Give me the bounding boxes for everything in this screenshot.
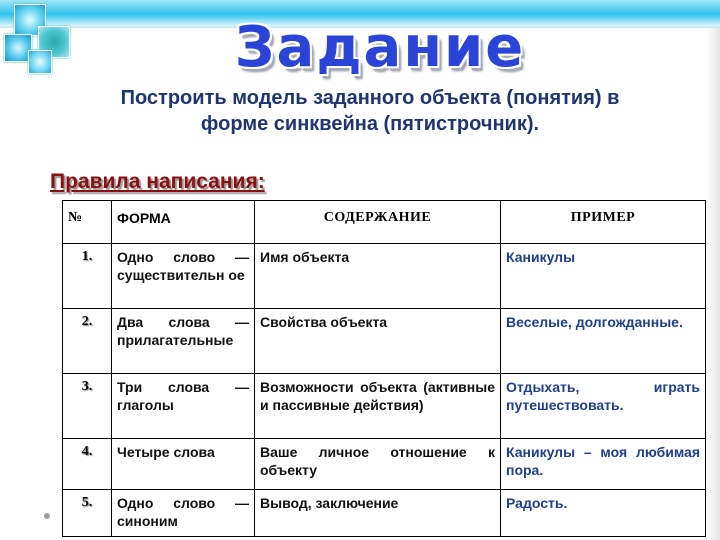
- row-form: Четыре слова: [112, 439, 255, 490]
- slide-title: Задание: [234, 15, 526, 80]
- header-form: ФОРМА: [112, 201, 255, 244]
- row-number: 1.: [63, 244, 112, 309]
- bullet-dot-icon: [44, 513, 50, 519]
- table-row: [63, 374, 706, 439]
- row-content: Имя объекта: [255, 244, 501, 309]
- task-description-line: форме синквейна (пятистрочник).: [200, 113, 540, 135]
- row-form: Одно слово — существительн ое: [112, 244, 255, 309]
- row-example: Каникулы: [501, 244, 706, 309]
- decor-square-icon: [28, 50, 52, 74]
- row-example: Отдыхать, играть путешествовать.: [501, 374, 706, 439]
- table-row: [63, 309, 706, 374]
- row-example: Каникулы – моя любимая пора.: [501, 439, 706, 490]
- table-row: [63, 490, 706, 537]
- row-form: Два слова — прилагательные: [112, 309, 255, 374]
- row-form: Три слова — глаголы: [112, 374, 255, 439]
- row-content: Ваше личное отношение к объекту: [255, 439, 501, 490]
- header-content: СОДЕРЖАНИЕ: [255, 201, 501, 244]
- row-form: Одно слово — синоним: [112, 490, 255, 537]
- row-example: Радость.: [501, 490, 706, 537]
- task-description-line: Построить модель заданного объекта (понятия) в: [120, 87, 620, 109]
- task-description: [60, 85, 680, 137]
- table-row: [63, 244, 706, 309]
- rules-heading: Правила написания:: [50, 170, 265, 193]
- row-number: 2.: [63, 309, 112, 374]
- row-content: Возможности объекта (активные и пассивные действия): [255, 374, 501, 439]
- header-num: №: [63, 201, 112, 244]
- row-content: Вывод, заключение: [255, 490, 501, 537]
- row-example: Веселые, долгожданные.: [501, 309, 706, 374]
- right-edge-shade: [706, 28, 720, 540]
- rules-table: [62, 200, 706, 537]
- header-example: ПРИМЕР: [501, 201, 706, 244]
- row-content: Свойства объекта: [255, 309, 501, 374]
- row-number: 5.: [63, 490, 112, 537]
- row-number: 3.: [63, 374, 112, 439]
- table-header-row: [63, 201, 706, 244]
- row-number: 4.: [63, 439, 112, 490]
- table-row: [63, 439, 706, 490]
